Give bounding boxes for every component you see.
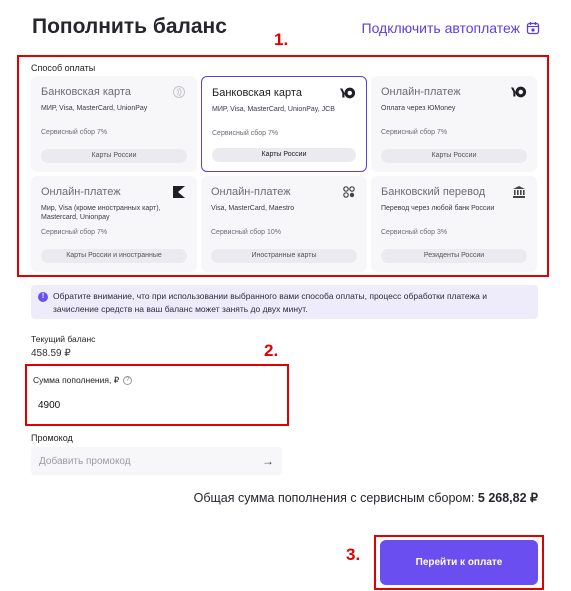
payment-methods-grid	[31, 76, 540, 272]
total-label: Общая сумма пополнения с сервисным сбором:	[193, 491, 475, 505]
method-fee: Сервисный сбор 7%	[41, 129, 108, 136]
question-icon[interactable]: ?	[123, 376, 132, 385]
annotation-2: 2.	[264, 341, 279, 360]
method-name: Онлайн-платеж	[211, 186, 291, 198]
total-value: 5 268,82 ₽	[477, 491, 538, 505]
method-description: Visa, MasterCard, Maestro	[211, 205, 295, 212]
method-description: Оплата через ЮMoney	[381, 105, 456, 112]
balance-label: Текущий баланс	[31, 334, 96, 344]
payment-method-card[interactable]	[371, 76, 537, 172]
amount-input[interactable]	[33, 390, 283, 420]
method-region-tag: Иностранные карты	[211, 249, 357, 263]
method-fee: Сервисный сбор 10%	[211, 229, 281, 236]
payment-method-card[interactable]	[201, 76, 367, 172]
notice-text: Обратите внимание, что при использовании выбранного вами способа оплаты, процесс обработки платежа и зачисление средств на ваш баланс может занять до двух минут.	[53, 291, 488, 314]
amount-label-text: Сумма пополнения, ₽	[33, 375, 120, 385]
info-notice	[31, 285, 538, 319]
autopay-link[interactable]	[362, 20, 541, 36]
method-description: МИР, Visa, MasterCard, UnionPay	[41, 105, 148, 112]
balance-value: 458.59 ₽	[31, 348, 71, 359]
method-region-tag: Резиденты России	[381, 249, 527, 263]
method-fee: Сервисный сбор 7%	[381, 129, 448, 136]
promo-field[interactable]	[31, 447, 282, 475]
method-fee: Сервисный сбор 7%	[41, 229, 108, 236]
payment-method-card[interactable]	[201, 176, 367, 272]
calendar-icon	[526, 21, 540, 35]
yoomoney-icon	[511, 85, 527, 99]
payment-method-card[interactable]	[371, 176, 537, 272]
method-region-tag: Карты России и иностранные	[41, 249, 187, 263]
method-name: Банковская карта	[41, 86, 131, 98]
arrow-right-icon[interactable]: →	[262, 454, 274, 468]
payment-method-card[interactable]	[31, 76, 197, 172]
payment-method-card[interactable]	[31, 176, 197, 272]
promo-input[interactable]	[39, 456, 239, 467]
payment-methods-label: Способ оплаты	[31, 63, 96, 73]
method-name: Банковский перевод	[381, 186, 486, 198]
total-sum	[194, 490, 538, 505]
method-name: Онлайн-платеж	[381, 86, 461, 98]
contactless-icon	[171, 85, 187, 99]
yoomoney-icon	[340, 86, 356, 100]
go-to-payment-button[interactable]: Перейти к оплате	[380, 540, 538, 585]
method-region-tag: Карты России	[212, 148, 356, 162]
method-region-tag: Карты России	[41, 149, 187, 163]
method-description: Мир, Visa (кроме иностранных карт), Mastercard, Unionpay	[41, 205, 161, 221]
method-name: Онлайн-платеж	[41, 186, 121, 198]
method-description: МИР, Visa, MasterCard, UnionPay, JCB	[212, 106, 335, 113]
method-description: Перевод через любой банк России	[381, 205, 495, 212]
k-logo-icon	[171, 185, 187, 199]
amount-label	[33, 375, 132, 386]
method-fee: Сервисный сбор 3%	[381, 229, 448, 236]
page-title: Пополнить баланс	[32, 15, 227, 38]
bank-icon	[511, 185, 527, 199]
annotation-3: 3.	[346, 545, 361, 564]
annotation-1: 1.	[274, 30, 289, 49]
apps-icon	[341, 185, 357, 199]
promo-label: Промокод	[31, 433, 73, 443]
autopay-label: Подключить автоплатеж	[361, 20, 520, 36]
method-region-tag: Карты России	[381, 149, 527, 163]
method-fee: Сервисный сбор 7%	[212, 130, 279, 137]
method-name: Банковская карта	[212, 87, 302, 99]
info-icon: !	[38, 292, 48, 302]
